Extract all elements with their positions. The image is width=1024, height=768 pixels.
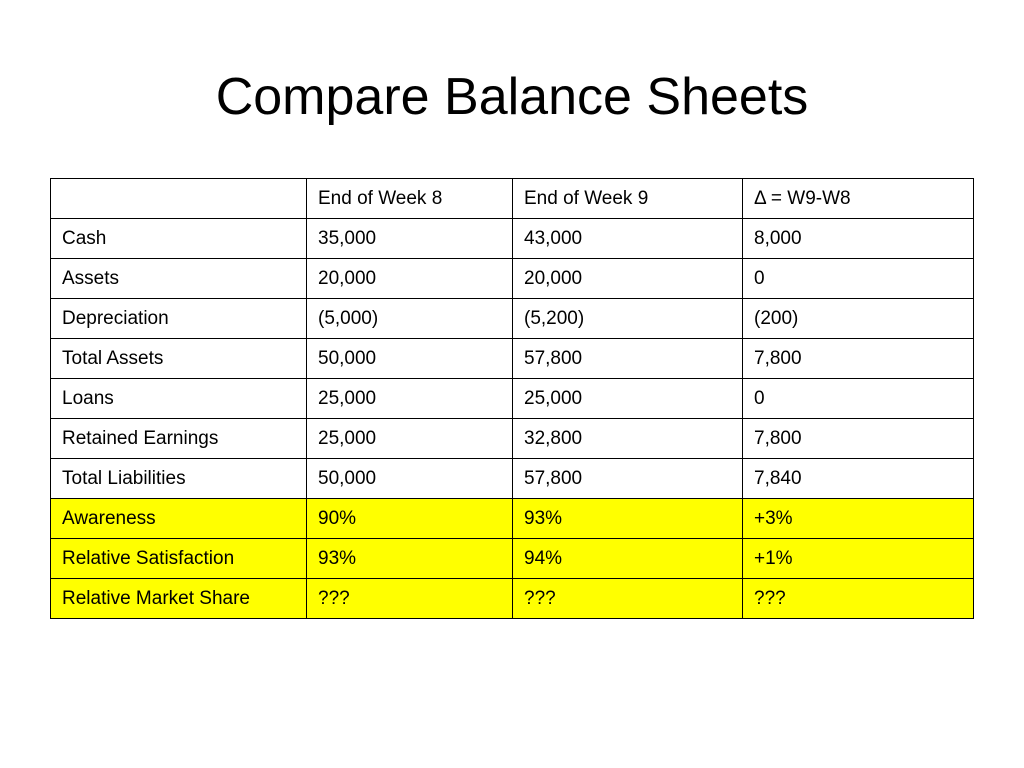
table-row-assets: [51, 259, 974, 299]
cell-week9: 43,000: [513, 219, 743, 259]
cell-week8: 35,000: [307, 219, 513, 259]
cell-week9: 20,000: [513, 259, 743, 299]
cell-week8: 50,000: [307, 459, 513, 499]
cell-delta: +1%: [743, 539, 974, 579]
table-row-relative-market-share: [51, 579, 974, 619]
table-header-row: [51, 179, 974, 219]
row-label: Cash: [51, 219, 307, 259]
cell-week8: 25,000: [307, 419, 513, 459]
cell-delta: ???: [743, 579, 974, 619]
row-label: Loans: [51, 379, 307, 419]
table-row-retained-earnings: [51, 419, 974, 459]
cell-week9: 57,800: [513, 459, 743, 499]
cell-delta: (200): [743, 299, 974, 339]
row-label: Relative Market Share: [51, 579, 307, 619]
row-label: Assets: [51, 259, 307, 299]
table-row-total-liabilities: [51, 459, 974, 499]
row-label: Depreciation: [51, 299, 307, 339]
row-label: Total Assets: [51, 339, 307, 379]
table-row-depreciation: [51, 299, 974, 339]
cell-week8: 20,000: [307, 259, 513, 299]
cell-week9: 93%: [513, 499, 743, 539]
cell-delta: 0: [743, 259, 974, 299]
cell-delta: 7,840: [743, 459, 974, 499]
cell-week8: ???: [307, 579, 513, 619]
balance-sheet-table: [50, 178, 974, 619]
cell-week9: 57,800: [513, 339, 743, 379]
slide-title: Compare Balance Sheets: [215, 68, 809, 126]
cell-delta: 7,800: [743, 419, 974, 459]
header-cell-delta: Δ = W9-W8: [743, 179, 974, 219]
row-label: Total Liabilities: [51, 459, 307, 499]
table-row-loans: [51, 379, 974, 419]
cell-week9: 25,000: [513, 379, 743, 419]
cell-week8: (5,000): [307, 299, 513, 339]
table-row-cash: [51, 219, 974, 259]
row-label: Awareness: [51, 499, 307, 539]
cell-week8: 50,000: [307, 339, 513, 379]
header-cell-label: [51, 179, 307, 219]
header-cell-week9: End of Week 9: [513, 179, 743, 219]
cell-delta: +3%: [743, 499, 974, 539]
cell-delta: 0: [743, 379, 974, 419]
cell-week9: ???: [513, 579, 743, 619]
header-cell-week8: End of Week 8: [307, 179, 513, 219]
cell-week9: 32,800: [513, 419, 743, 459]
table-row-relative-satisfaction: [51, 539, 974, 579]
table-row-awareness: [51, 499, 974, 539]
cell-delta: 8,000: [743, 219, 974, 259]
cell-week8: 90%: [307, 499, 513, 539]
table-row-total-assets: [51, 339, 974, 379]
cell-week9: 94%: [513, 539, 743, 579]
row-label: Relative Satisfaction: [51, 539, 307, 579]
cell-week9: (5,200): [513, 299, 743, 339]
cell-delta: 7,800: [743, 339, 974, 379]
row-label: Retained Earnings: [51, 419, 307, 459]
cell-week8: 93%: [307, 539, 513, 579]
cell-week8: 25,000: [307, 379, 513, 419]
